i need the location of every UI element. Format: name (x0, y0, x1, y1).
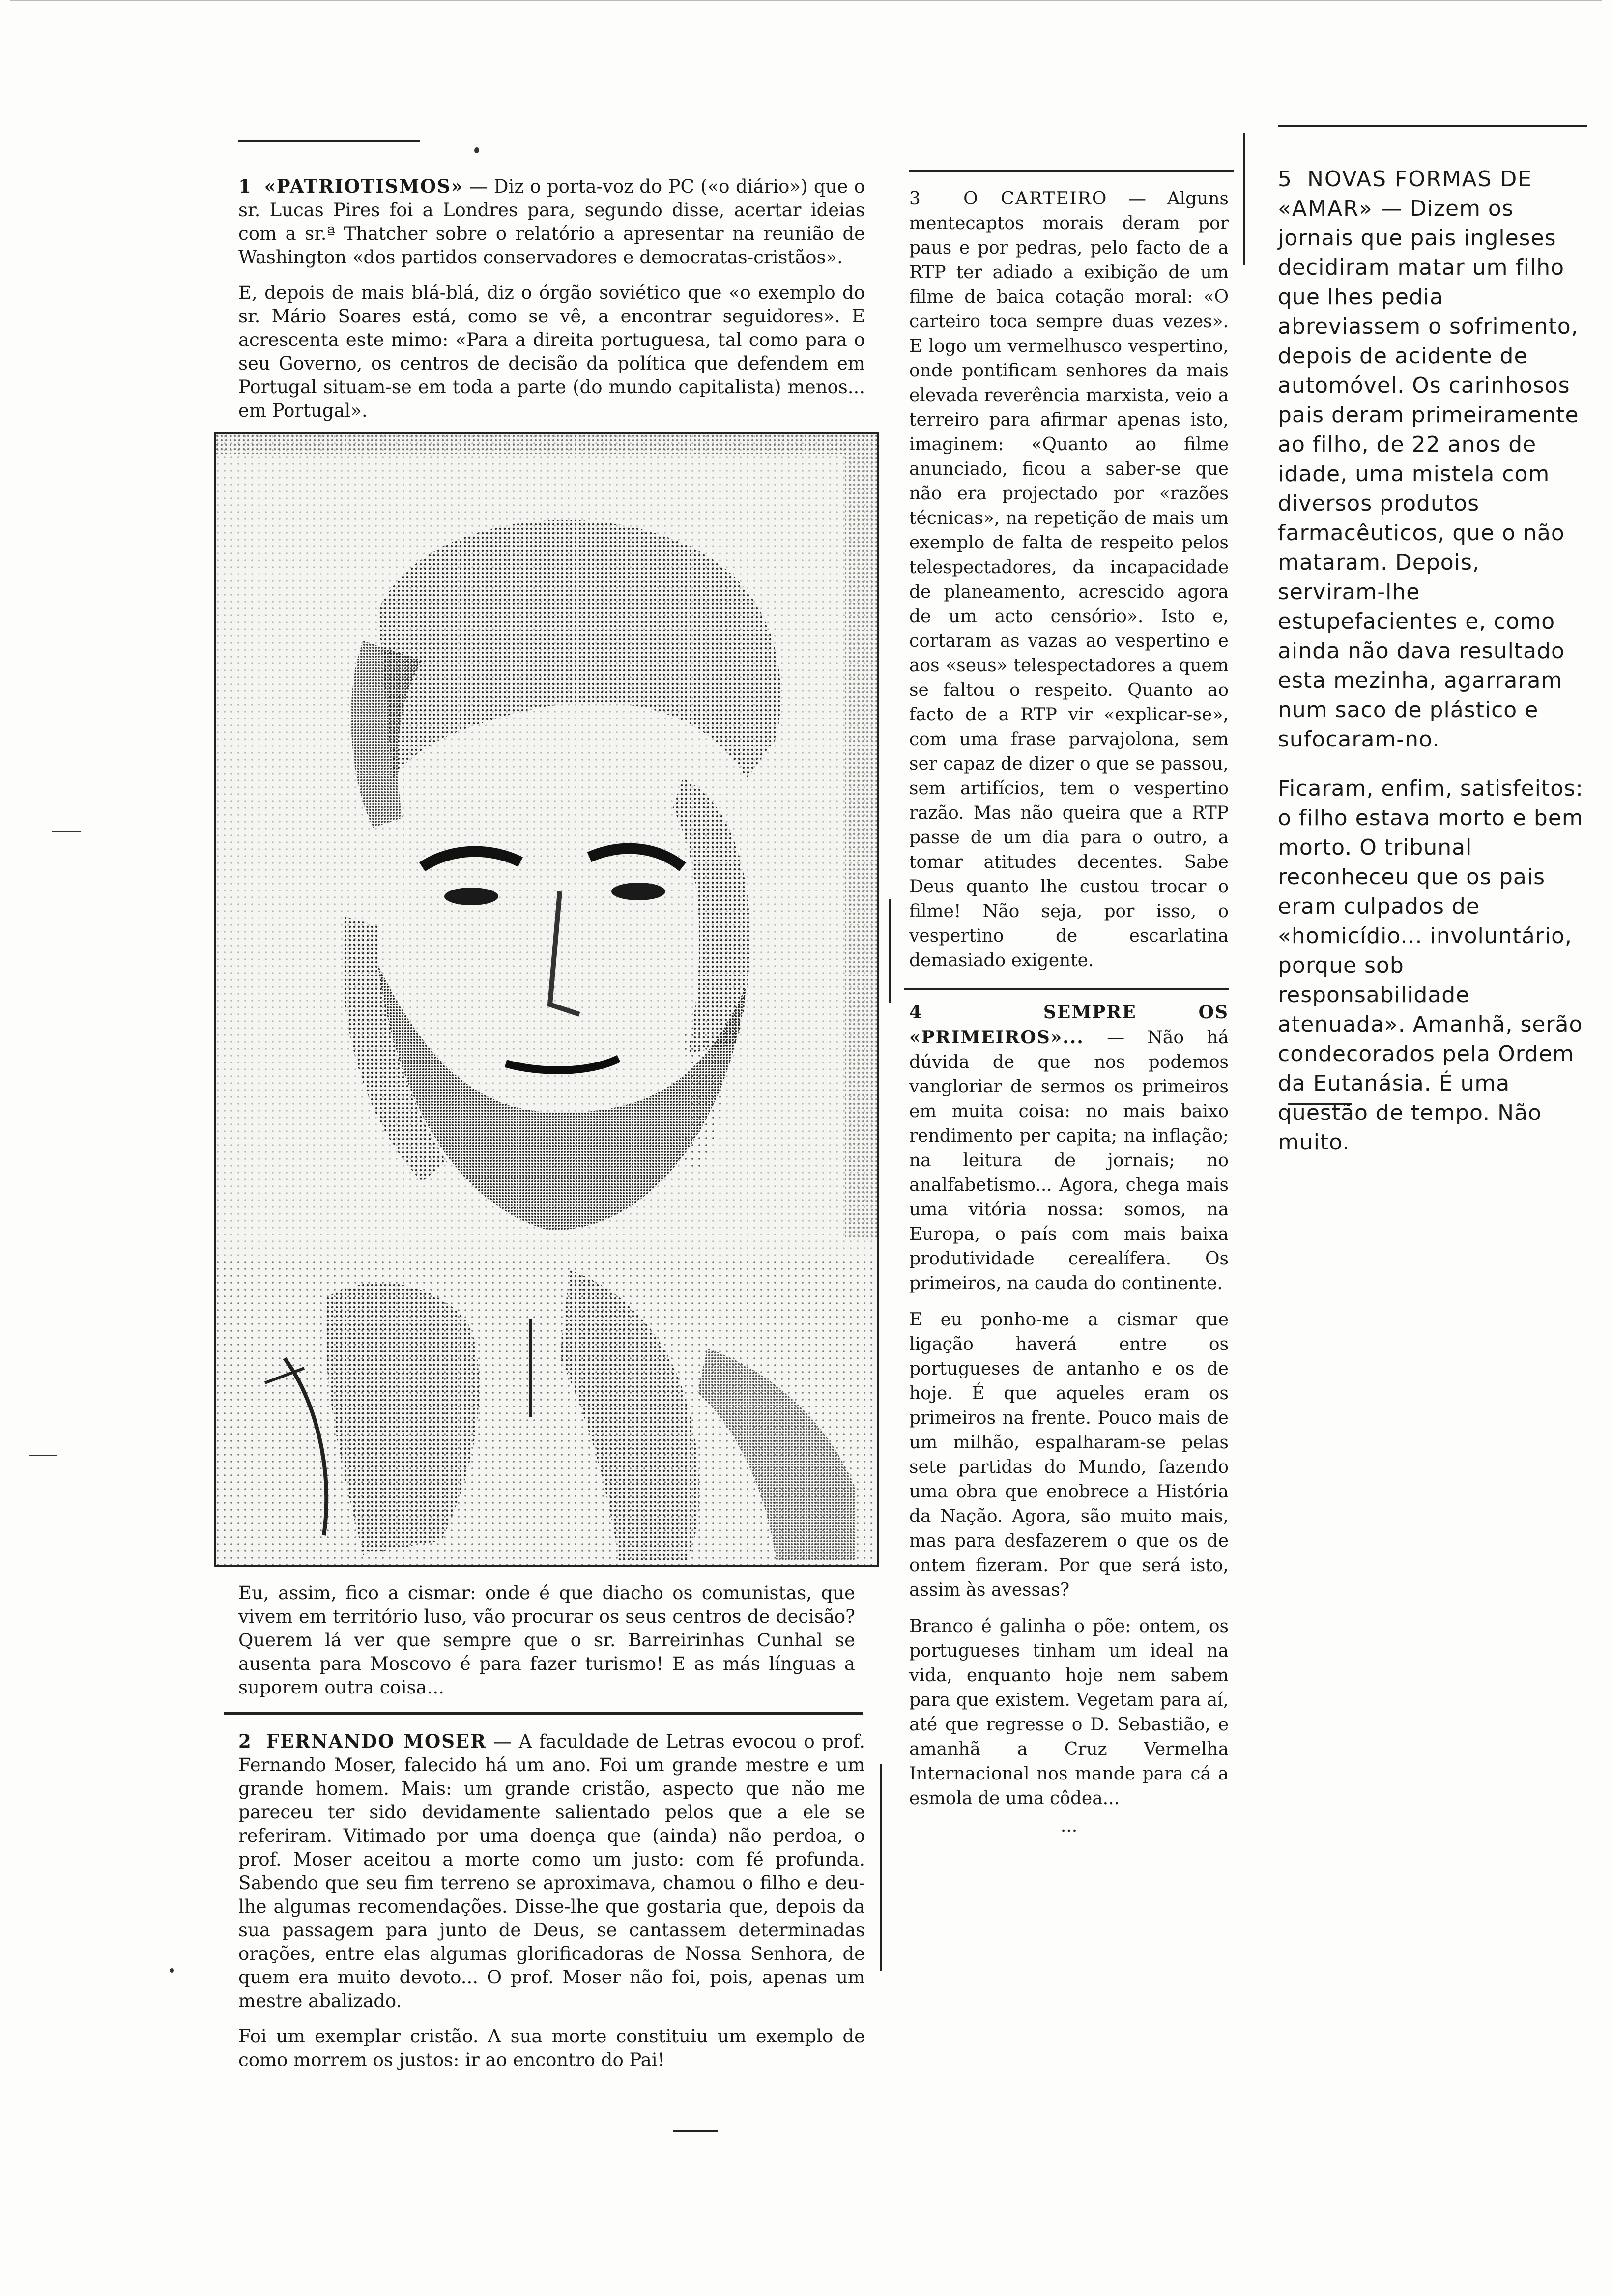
article-4-para-1 (909, 1000, 1229, 1296)
margin-mark (29, 1455, 57, 1456)
article-5-text-1: — Dizem os jornais que pais ingleses decidiram matar um filho que lhes pedia abreviassem o sofrimento, depois de acidente de automóvel. Os carinhosos pais deram primeiramente ao filho, de 22 anos de idade, uma mistela com diversos produtos farmacêuticos, que o não mataram. Depois, serviram-lhe estupefacientes e, como ainda não dava resultado esta mezinha, agarraram num saco de plástico e sufocaram-no. (1278, 196, 1579, 752)
article-2-number: 2 (238, 1730, 252, 1752)
column-2 (909, 187, 1229, 1836)
article-1-para-1 (238, 174, 865, 269)
portrait-photo (214, 432, 879, 1567)
article-1-text-1: — Diz o porta-voz do PC («o diário») que o sr. Lucas Pires foi a Londres para, segundo disse, acertar ideias com a sr.ª Thatcher sobre o relatório a apresentar na reunião de Washington «dos partidos conservadores e democratas-cristãos». (238, 176, 865, 268)
scan-edge-line (10, 0, 1602, 1)
article-separator (224, 1712, 863, 1715)
article-2-para-2: Foi um exemplar cristão. A sua morte constituiu um exemplo de como morrem os justos: ir ao encontro do Pai! (238, 2026, 865, 2070)
article-2-para-1 (238, 1729, 865, 2013)
article-5-number: 5 (1278, 167, 1293, 192)
article-5-para-1 (1278, 165, 1592, 754)
article-end-mark: ... (1060, 1816, 1078, 1836)
article-4-number: 4 (909, 1002, 923, 1023)
article-3-side-rule (889, 899, 891, 1003)
article-3-para-1 (909, 187, 1229, 973)
article-1-para-2: E, depois de mais blá-blá, diz o órgão soviético que «o exemplo do sr. Mário Soares está, como se vê, a encontrar seguidores». E acrescenta este mimo: «Para a direita portuguesa, tal como para o seu Governo, os centros de decisão da política que defendem em Portugal situam-se em toda a parte (do mundo capitalista) menos... em Portugal». (238, 282, 865, 421)
margin-dot (170, 1968, 174, 1973)
column-3 (1278, 165, 1592, 1157)
article-separator (904, 988, 1229, 990)
article-1-number: 1 (238, 175, 252, 197)
article-4-headline: SEMPRE OS «PRIMEIROS»... (909, 1002, 1229, 1048)
article-4-text-1: — Não há dúvida de que nos podemos vangloriar de sermos os primeiros em muita coisa: no mais baixo rendimento per capita; na inflação; na leitura de jornais; no analfabetismo... Agora, chega mais uma vitória nossa: somos, na Europa, o país com mais baixa produtividade cerealífera. Os primeiros, na cauda do continente. (909, 1028, 1229, 1293)
margin-mark (52, 831, 81, 832)
halftone-portrait-image (216, 434, 877, 1565)
article-1-caption: Eu, assim, fico a cismar: onde é que diacho os comunistas, que vivem em território luso, vão procurar os seus centros de decisão? Querem lá ver que sempre que o sr. Barreirinhas Cunhal se ausenta para Moscovo é para fazer turismo! E as más línguas a suporem outra coisa... (238, 1582, 855, 1698)
article-3-headline: O CARTEIRO (963, 189, 1108, 209)
article-3-text-1: — Alguns mentecaptos morais deram por paus e por pedras, pelo facto de a RTP ter adiado a exibição de um filme de baica cotação moral: «O carteiro toca sempre duas vezes». E logo um vermelhusco vespertino, onde pontificam senhores da mais elevada reverência marxista, veio a terreiro para afirmar apenas isto, imaginem: «Quanto ao filme anunciado, ficou a saber-se que não era projectado por «razões técnicas», na repetição de mais um exemplo de falta de respeito pelos telespectadores, da incapacidade de planeamento, acrescido agora de um acto censório». Isto e, cortaram as vazas ao vespertino e aos «seus» telespectadores a quem se faltou o respeito. Quanto ao facto de a RTP vir «explicar-se», com uma frase parvajolona, sem ser capaz de dizer o que se passou, sem artifícios, tem o vespertino razão. Mas não queira que a RTP passe de um dia para o outro, a tomar atitudes decentes. Sabe Deus quanto lhe custou trocar o filme! Não seja, por isso, o vespertino de escarlatina demasiado exigente. (909, 189, 1229, 971)
article-2-side-rule (880, 1764, 882, 1971)
article-3-number: 3 (909, 189, 921, 209)
column-2-top-rule (909, 170, 1234, 172)
article-5-headline: NOVAS FORMAS DE «AMAR» (1278, 167, 1533, 221)
article-2-text-1: — A faculdade de Letras evocou o prof. Fernando Moser, falecido há um ano. Foi um grande mestre e um grande homem. Mais: um grande cristão, aspecto que não me pareceu ter sido devidamente salientado pelos que a ele se referiram. Vitimado por uma doença que (ainda) não perdoa, o prof. Moser aceitou a morte como um justo: com fé profunda. Sabendo que seu fim terreno se aproximava, chamou o filho e deu-lhe algumas recomendações. Disse-lhe que gostaria que, depois da sua passagem para junto de Deus, se cantassem determinadas orações, entre elas algumas glorificadoras de Nossa Senhora, de quem era muito devoto... O prof. Moser não foi, pois, apenas um mestre abalizado. (238, 1731, 865, 2011)
article-4-para-3: Branco é galinha o põe: ontem, os portugueses tinham um ideal na vida, enquanto hoje nem sabem para que existem. Vegetam para aí, até que regresse o D. Sebastião, e amanhã a Cruz Vermelha Internacional nos mande para cá a esmola de uma côdea... (909, 1616, 1229, 1808)
column-3-top-rule (1278, 125, 1587, 127)
column-1-top-rule (238, 140, 420, 142)
article-4-para-2: E eu ponho-me a cismar que ligação haverá entre os portugueses de antanho e os de hoje. É que aqueles eram os primeiros na frente. Pouco mais de um milhão, espalharam-se pelas sete partidas do Mundo, fazendo uma obra que enobrece a História da Nação. Agora, são muito mais, mas para desfazerem o que os de ontem fizeram. Por que será isto, assim às avessas? (909, 1310, 1229, 1600)
column-divider (1243, 133, 1245, 265)
bullet-dot (474, 147, 479, 153)
article-2-bottom-rule (673, 2130, 718, 2132)
column-1 (238, 174, 865, 2072)
article-1-headline: «PATRIOTISMOS» (264, 175, 463, 197)
article-5-para-2: Ficaram, enfim, satisfeitos: o filho estava morto e bem morto. O tribunal reconheceu que os pais eram culpados de «homicídio... involuntário, porque sob responsabilidade atenuada». Amanhã, serão condecorados pela Ordem da Eutanásia. É uma questão de tempo. Não muito. (1278, 776, 1583, 1155)
article-2-headline: FERNANDO MOSER (266, 1730, 487, 1752)
